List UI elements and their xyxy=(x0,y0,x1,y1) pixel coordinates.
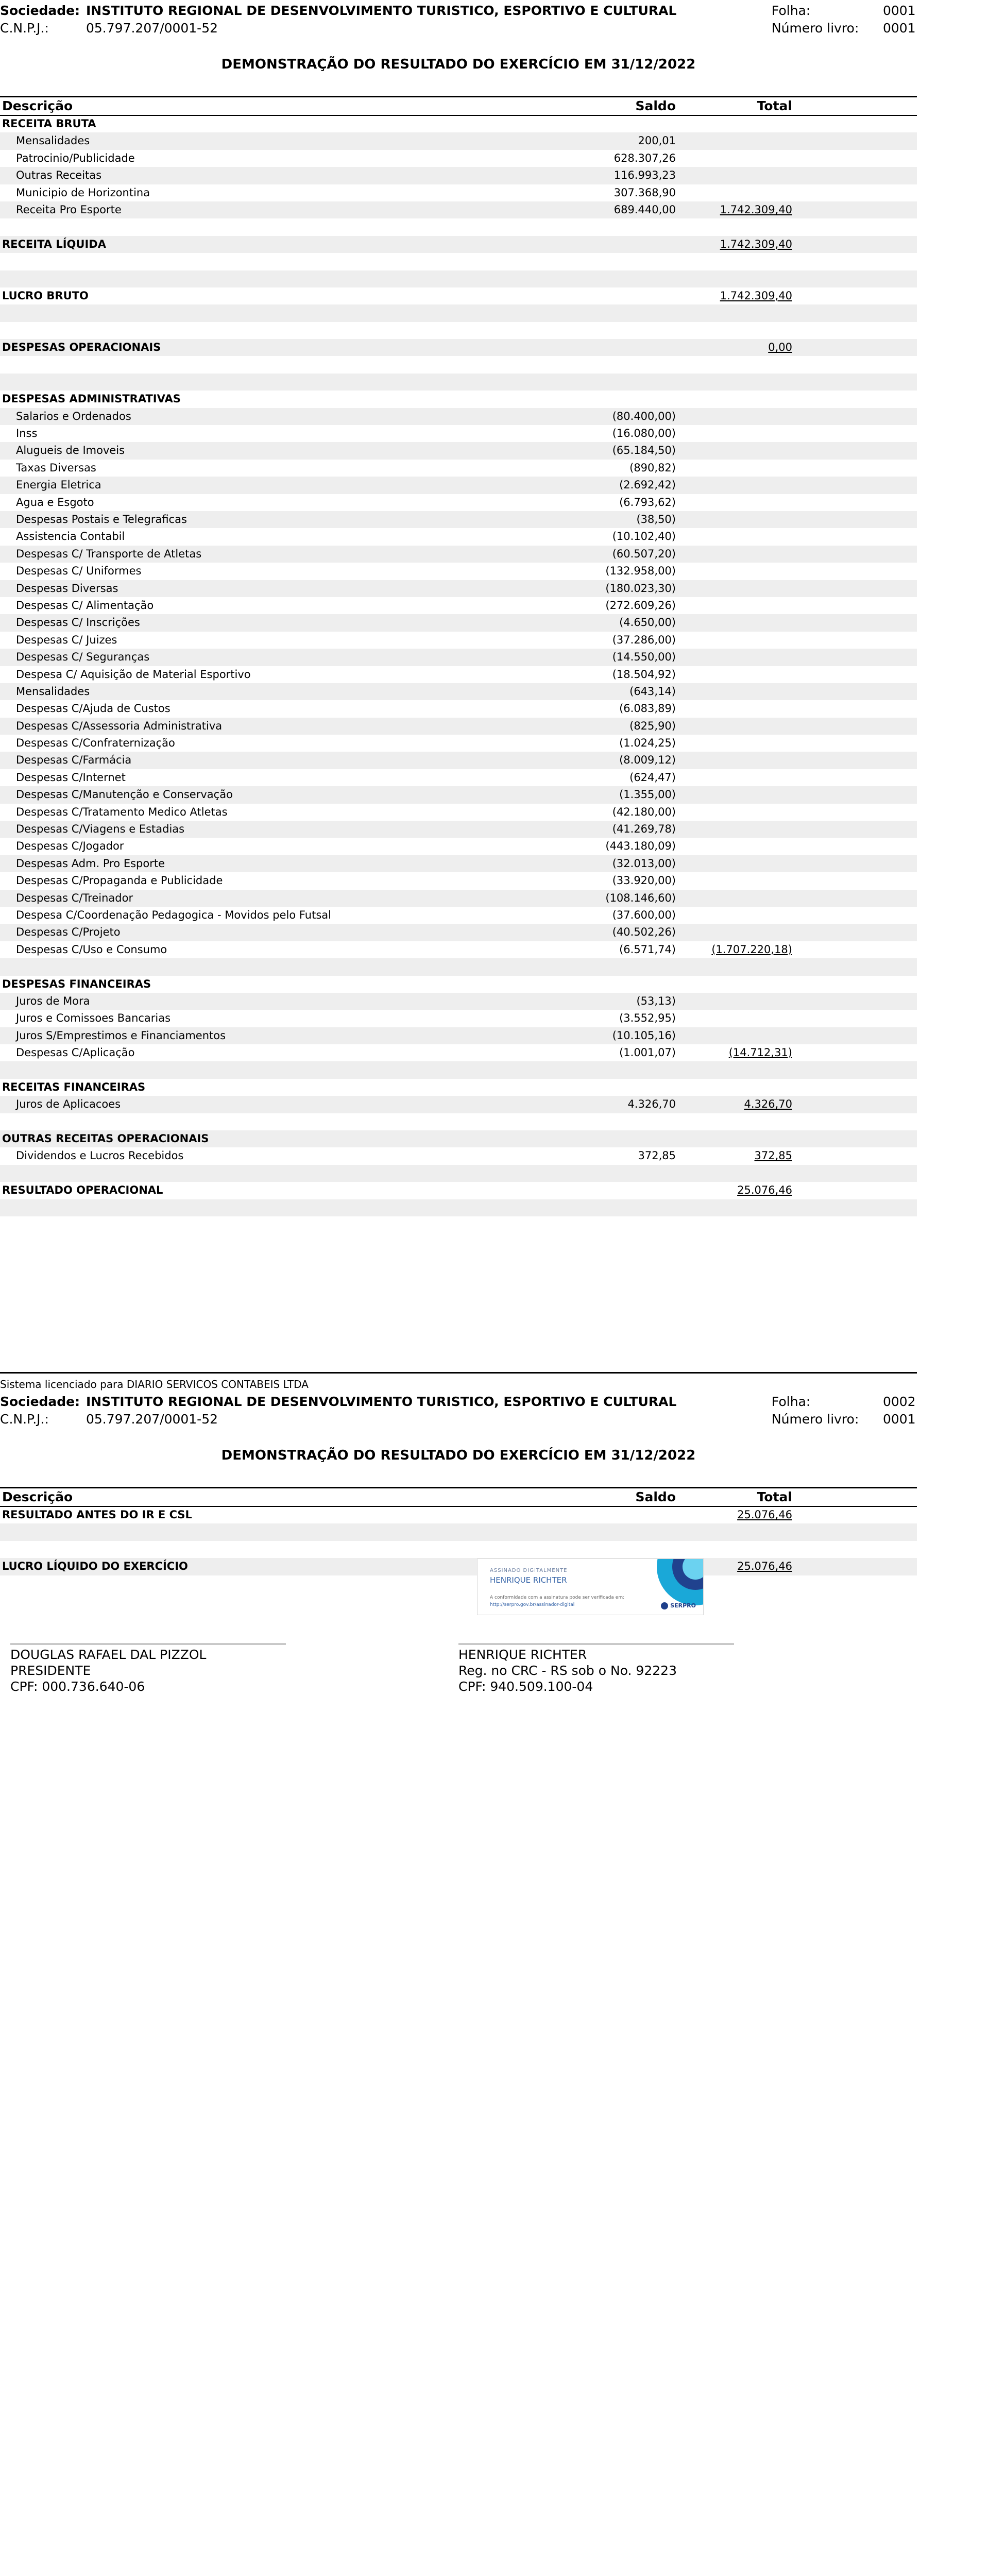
row-saldo: (80.400,00) xyxy=(612,410,676,422)
digital-signature-seal xyxy=(477,1558,704,1615)
col-saldo: Saldo xyxy=(635,1489,676,1504)
row-description: Juros de Mora xyxy=(16,994,90,1007)
signer-name: DOUGLAS RAFAEL DAL PIZZOL xyxy=(10,1647,207,1662)
table-row xyxy=(0,907,917,924)
row-saldo: (108.146,60) xyxy=(605,891,676,904)
row-saldo: (180.023,30) xyxy=(605,582,676,595)
row-saldo: (38,50) xyxy=(636,513,676,526)
row-total: (14.712,31) xyxy=(728,1046,792,1059)
table-row xyxy=(0,890,917,907)
table-row xyxy=(0,666,917,683)
row-description: Salarios e Ordenados xyxy=(16,410,131,422)
table-row xyxy=(0,546,917,563)
section-row xyxy=(0,391,917,408)
row-description: Dividendos e Lucros Recebidos xyxy=(16,1149,184,1162)
row-description: OUTRAS RECEITAS OPERACIONAIS xyxy=(2,1132,209,1145)
row-saldo: (65.184,50) xyxy=(612,444,676,457)
row-description: Despesas C/Treinador xyxy=(16,891,133,904)
seal-signer: HENRIQUE RICHTER xyxy=(490,1575,567,1585)
table-row xyxy=(0,804,917,821)
row-description: Despesas C/Jogador xyxy=(16,840,124,853)
row-description: Juros S/Emprestimos e Financiamentos xyxy=(16,1029,226,1042)
row-saldo: (6.793,62) xyxy=(619,496,676,509)
row-description: DESPESAS ADMINISTRATIVAS xyxy=(2,393,181,405)
spacer-row xyxy=(0,270,917,287)
row-saldo: (41.269,78) xyxy=(612,823,676,836)
row-saldo: 628.307,26 xyxy=(613,151,676,164)
row-description: Despesas C/Internet xyxy=(16,771,126,784)
cnpj-number: 05.797.207/0001-52 xyxy=(86,21,218,36)
row-description: Taxas Diversas xyxy=(16,461,96,474)
table-row xyxy=(0,993,917,1010)
spacer-row xyxy=(0,1165,917,1182)
row-saldo: 372,85 xyxy=(638,1149,676,1162)
table-row xyxy=(0,563,917,580)
row-total: 1.742.309,40 xyxy=(720,203,792,216)
row-saldo: (3.552,95) xyxy=(619,1012,676,1025)
row-description: RECEITA BRUTA xyxy=(2,117,96,130)
row-saldo: (18.504,92) xyxy=(612,668,676,681)
table-row xyxy=(0,580,917,597)
row-saldo: (643,14) xyxy=(629,685,676,698)
row-saldo: (825,90) xyxy=(629,719,676,732)
sociedade-label: Sociedade: xyxy=(0,1394,80,1409)
signer-role: Reg. no CRC - RS sob o No. 92223 xyxy=(458,1663,677,1678)
table-row xyxy=(0,477,917,494)
cnpj-label: C.N.P.J.: xyxy=(0,1412,49,1427)
row-description: Despesas C/ Juizes xyxy=(16,633,117,646)
seal-caption: ASSINADO DIGITALMENTE xyxy=(490,1568,568,1573)
row-description: Despesas C/Uso e Consumo xyxy=(16,943,167,956)
row-description: Assistencia Contabil xyxy=(16,530,125,543)
col-saldo: Saldo xyxy=(635,98,676,113)
table-row xyxy=(0,1044,917,1061)
section-row xyxy=(0,1182,917,1199)
table-row xyxy=(0,442,917,459)
row-saldo: (1.355,00) xyxy=(619,788,676,801)
row-saldo: (40.502,26) xyxy=(612,926,676,939)
row-description: Despesa C/ Aquisição de Material Esportivo xyxy=(16,668,251,681)
spacer-row xyxy=(0,374,917,391)
table-row xyxy=(0,184,917,201)
row-saldo: (32.013,00) xyxy=(612,857,676,870)
row-saldo: 4.326,70 xyxy=(627,1098,676,1111)
row-description: Mensalidades xyxy=(16,685,90,698)
table-row xyxy=(0,838,917,855)
row-description: Inss xyxy=(16,427,38,440)
row-description: RECEITAS FINANCEIRAS xyxy=(2,1080,146,1093)
section-row xyxy=(0,1506,917,1523)
spacer-row xyxy=(0,218,917,235)
table-row xyxy=(0,752,917,769)
row-saldo: (443.180,09) xyxy=(605,840,676,853)
signer-name: HENRIQUE RICHTER xyxy=(458,1647,587,1662)
row-description: Despesas C/Aplicação xyxy=(16,1046,135,1059)
livro-label: Número livro: xyxy=(772,1412,859,1427)
row-saldo: (1.024,25) xyxy=(619,737,676,750)
col-descricao: Descrição xyxy=(2,1489,73,1504)
row-description: Despesas C/ Transporte de Atletas xyxy=(16,547,202,560)
row-description: Despesas Postais e Telegraficas xyxy=(16,513,187,526)
row-description: Agua e Esgoto xyxy=(16,496,94,509)
row-description: Despesas C/Manutenção e Conservação xyxy=(16,788,233,801)
table-row xyxy=(0,786,917,803)
row-description: DESPESAS FINANCEIRAS xyxy=(2,977,151,990)
row-description: RECEITA LÍQUIDA xyxy=(2,238,106,250)
statement-title: DEMONSTRAÇÃO DO RESULTADO DO EXERCÍCIO EM 31/12/2022 xyxy=(221,57,696,72)
row-saldo: (6.083,89) xyxy=(619,702,676,715)
company-name: INSTITUTO REGIONAL DE DESENVOLVIMENTO TURISTICO, ESPORTIVO E CULTURAL xyxy=(86,1394,677,1409)
row-description: Juros e Comissoes Bancarias xyxy=(16,1012,171,1025)
spacer-row xyxy=(0,1061,917,1078)
row-saldo: (14.550,00) xyxy=(612,651,676,664)
row-saldo: (1.001,07) xyxy=(619,1046,676,1059)
table-row xyxy=(0,511,917,528)
table-row xyxy=(0,872,917,889)
row-description: LUCRO LÍQUIDO DO EXERCÍCIO xyxy=(2,1560,188,1573)
signature-line xyxy=(10,1643,286,1645)
row-description: Energia Eletrica xyxy=(16,479,101,492)
row-description: Receita Pro Esporte xyxy=(16,203,122,216)
row-saldo: (132.958,00) xyxy=(605,565,676,578)
table-row xyxy=(0,408,917,425)
section-row xyxy=(0,339,917,356)
row-description: RESULTADO ANTES DO IR E CSL xyxy=(2,1509,192,1521)
spacer-row xyxy=(0,1523,917,1540)
row-total: 372,85 xyxy=(754,1149,792,1162)
statement-title: DEMONSTRAÇÃO DO RESULTADO DO EXERCÍCIO EM 31/12/2022 xyxy=(221,1448,696,1463)
folha-label: Folha: xyxy=(772,3,811,18)
livro-number: 0001 xyxy=(883,21,916,36)
row-total: 25.076,46 xyxy=(737,1184,792,1197)
signature-block-president xyxy=(10,1643,286,1694)
spacer-row xyxy=(0,1199,917,1216)
row-description: Despesas Diversas xyxy=(16,582,118,595)
table-row xyxy=(0,597,917,614)
table-row xyxy=(0,494,917,511)
row-saldo: (624,47) xyxy=(629,771,676,784)
spacer-row xyxy=(0,253,917,270)
column-header xyxy=(0,1487,917,1507)
row-description: Despesas C/Ajuda de Custos xyxy=(16,702,170,715)
table-row xyxy=(0,700,917,717)
spacer-row xyxy=(0,322,917,339)
table-row xyxy=(0,821,917,838)
table-row xyxy=(0,132,917,149)
table-row xyxy=(0,614,917,631)
spacer-row xyxy=(0,1541,917,1558)
section-row xyxy=(0,1558,917,1575)
row-saldo: (10.102,40) xyxy=(612,530,676,543)
row-description: LUCRO BRUTO xyxy=(2,289,89,302)
table-row xyxy=(0,718,917,735)
row-saldo: (42.180,00) xyxy=(612,805,676,818)
column-header xyxy=(0,96,917,116)
signer-role: PRESIDENTE xyxy=(10,1663,91,1678)
row-total: (1.707.220,18) xyxy=(711,943,792,956)
signer-cpf: CPF: 940.509.100-04 xyxy=(458,1679,593,1694)
row-description: Municipio de Horizontina xyxy=(16,186,150,199)
row-description: Despesas Adm. Pro Esporte xyxy=(16,857,165,870)
section-row xyxy=(0,976,917,993)
row-total: 0,00 xyxy=(768,341,792,354)
row-description: Despesas C/Viagens e Estadias xyxy=(16,823,185,836)
row-total: 1.742.309,40 xyxy=(720,289,792,302)
row-saldo: 116.993,23 xyxy=(613,169,676,182)
row-description: Juros de Aplicacoes xyxy=(16,1098,121,1111)
row-description: Despesas C/Farmácia xyxy=(16,754,132,767)
row-description: DESPESAS OPERACIONAIS xyxy=(2,341,161,354)
row-description: Despesas C/ Alimentação xyxy=(16,599,154,612)
table-row xyxy=(0,1147,917,1164)
section-row xyxy=(0,1079,917,1096)
col-total: Total xyxy=(757,1489,792,1504)
row-description: Outras Receitas xyxy=(16,169,102,182)
row-saldo: (2.692,42) xyxy=(619,479,676,492)
row-description: Despesas C/ Seguranças xyxy=(16,651,150,664)
folha-number: 0001 xyxy=(883,3,916,18)
row-description: Despesas C/Tratamento Medico Atletas xyxy=(16,805,228,818)
row-saldo: (4.650,00) xyxy=(619,616,676,629)
livro-label: Número livro: xyxy=(772,21,859,36)
table-row xyxy=(0,528,917,545)
statement-rows xyxy=(0,1506,917,1575)
serpro-logo xyxy=(661,1602,696,1609)
row-total: 25.076,46 xyxy=(737,1509,792,1521)
spacer-row xyxy=(0,958,917,975)
sociedade-label: Sociedade: xyxy=(0,3,80,18)
row-total: 25.076,46 xyxy=(737,1560,792,1573)
license-footer: Sistema licenciado para DIARIO SERVICOS CONTABEIS LTDA xyxy=(0,1372,917,1392)
table-row xyxy=(0,425,917,442)
table-row xyxy=(0,941,917,958)
cnpj-label: C.N.P.J.: xyxy=(0,21,49,36)
row-saldo: (16.080,00) xyxy=(612,427,676,440)
section-row xyxy=(0,287,917,304)
spacer-row xyxy=(0,356,917,373)
serpro-logo-icon xyxy=(661,1602,668,1609)
row-description: Alugueis de Imoveis xyxy=(16,444,125,457)
serpro-brand: SERPRO xyxy=(670,1602,696,1609)
row-saldo: (10.105,16) xyxy=(612,1029,676,1042)
cnpj-number: 05.797.207/0001-52 xyxy=(86,1412,218,1427)
company-name: INSTITUTO REGIONAL DE DESENVOLVIMENTO TURISTICO, ESPORTIVO E CULTURAL xyxy=(86,3,677,18)
spacer-row xyxy=(0,1113,917,1130)
col-total: Total xyxy=(757,98,792,113)
table-row xyxy=(0,1010,917,1027)
statement-rows xyxy=(0,115,917,1216)
table-row xyxy=(0,769,917,786)
row-total: 1.742.309,40 xyxy=(720,238,792,250)
row-saldo: (8.009,12) xyxy=(619,754,676,767)
row-description: Despesas C/Assessoria Administrativa xyxy=(16,719,223,732)
table-row xyxy=(0,460,917,477)
row-saldo: (272.609,26) xyxy=(605,599,676,612)
row-total: 4.326,70 xyxy=(744,1098,792,1111)
row-description: Despesas C/ Uniformes xyxy=(16,565,142,578)
signer-cpf: CPF: 000.736.640-06 xyxy=(10,1679,145,1694)
row-saldo: (890,82) xyxy=(629,461,676,474)
row-saldo: (37.600,00) xyxy=(612,908,676,921)
col-descricao: Descrição xyxy=(2,98,73,113)
row-description: Despesa C/Coordenação Pedagogica - Movidos pelo Futsal xyxy=(16,908,331,921)
row-description: RESULTADO OPERACIONAL xyxy=(2,1184,163,1197)
row-saldo: (37.286,00) xyxy=(612,633,676,646)
table-row xyxy=(0,924,917,941)
seal-note: A conformidade com a assinatura pode ser verificada em: xyxy=(490,1595,625,1600)
signature-line xyxy=(458,1643,734,1645)
row-saldo: (6.571,74) xyxy=(619,943,676,956)
section-row xyxy=(0,1130,917,1147)
table-row xyxy=(0,167,917,184)
table-row xyxy=(0,150,917,167)
table-row xyxy=(0,683,917,700)
row-saldo: (33.920,00) xyxy=(612,874,676,887)
table-row xyxy=(0,1027,917,1044)
row-description: Despesas C/Projeto xyxy=(16,926,121,939)
table-row xyxy=(0,632,917,649)
seal-url: http://serpro.gov.br/assinador-digital xyxy=(490,1602,575,1607)
section-row xyxy=(0,115,917,132)
spacer-row xyxy=(0,304,917,321)
table-row xyxy=(0,649,917,666)
table-row xyxy=(0,735,917,752)
row-saldo: (60.507,20) xyxy=(612,547,676,560)
signature-block-accountant xyxy=(458,1643,734,1694)
livro-number: 0001 xyxy=(883,1412,916,1427)
row-saldo: 200,01 xyxy=(638,134,676,147)
section-row xyxy=(0,236,917,253)
row-description: Despesas C/Confraternização xyxy=(16,737,175,750)
row-saldo: (53,13) xyxy=(636,994,676,1007)
row-description: Despesas C/ Inscrições xyxy=(16,616,140,629)
folha-label: Folha: xyxy=(772,1394,811,1409)
row-description: Patrocinio/Publicidade xyxy=(16,151,135,164)
row-description: Mensalidades xyxy=(16,134,90,147)
row-description: Despesas C/Propaganda e Publicidade xyxy=(16,874,223,887)
table-row xyxy=(0,855,917,872)
row-saldo: 307.368,90 xyxy=(613,186,676,199)
row-saldo: 689.440,00 xyxy=(613,203,676,216)
folha-number: 0002 xyxy=(883,1394,916,1409)
table-row xyxy=(0,201,917,218)
table-row xyxy=(0,1096,917,1113)
